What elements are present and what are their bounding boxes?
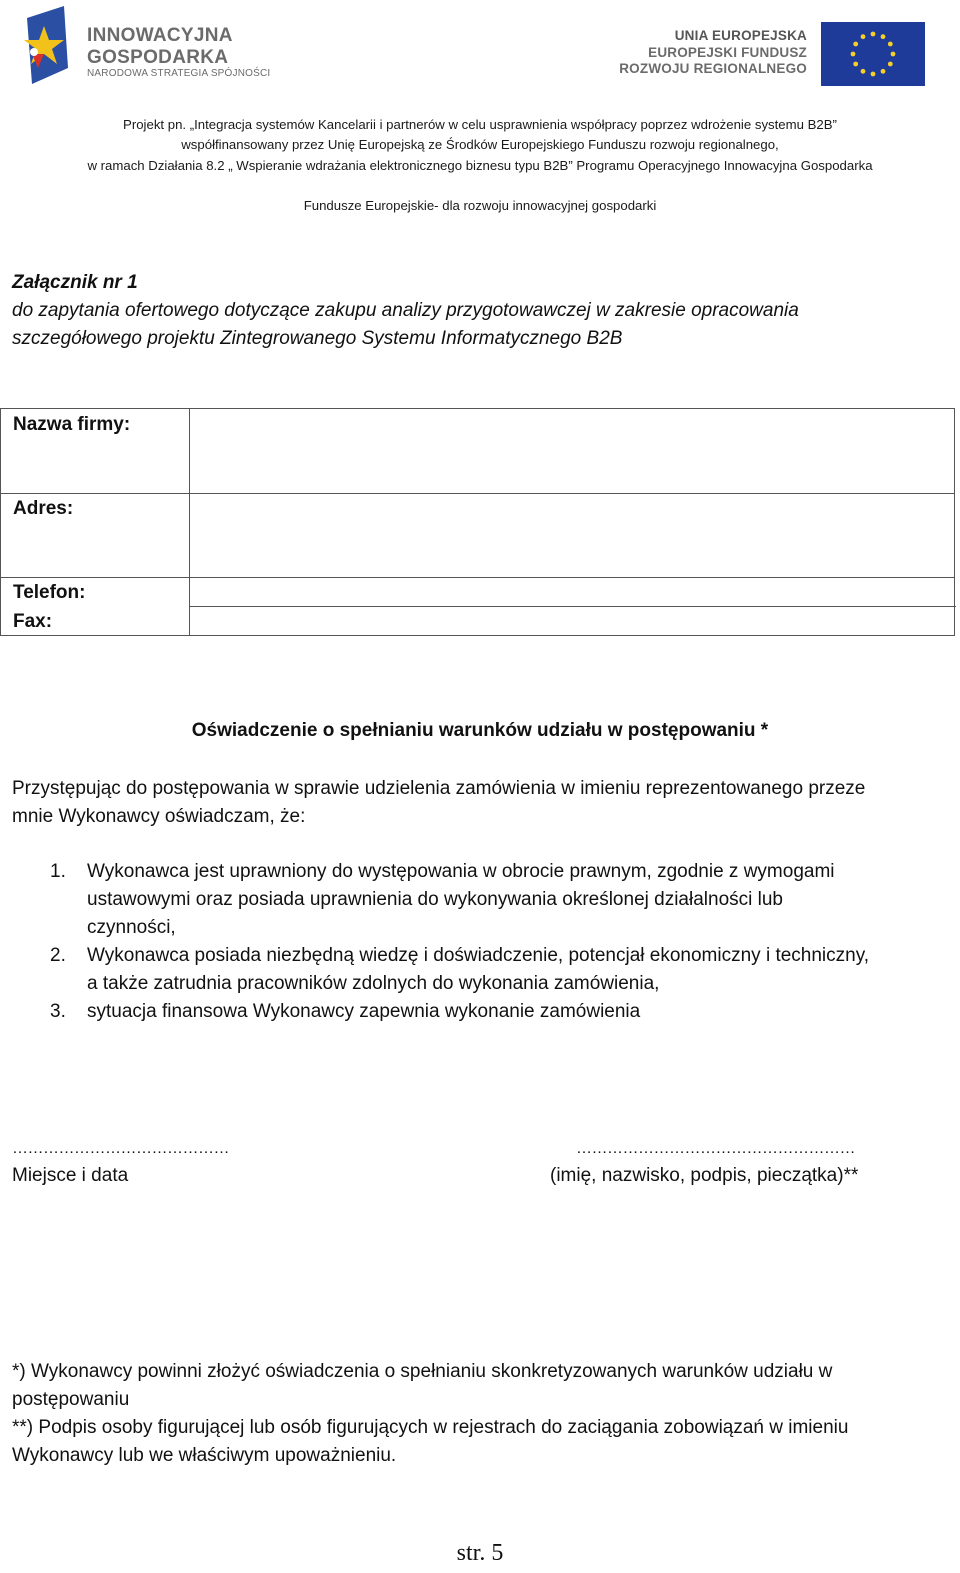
eu-star-icon xyxy=(881,34,886,39)
list-item-line: ustawowymi oraz posiada uprawnienia do wykonywania określonej działalności lub xyxy=(87,889,783,910)
attachment-line-1: do zapytania ofertowego dotyczące zakupu analizy przygotowawczej w zakresie opracowania xyxy=(12,300,799,321)
footnote-2-line-2: Wykonawcy lub we właściwym upoważnieniu. xyxy=(12,1445,397,1466)
attachment-title: Załącznik nr 1 xyxy=(12,272,138,293)
place-date-dots: …………………………………… xyxy=(12,1140,229,1157)
footnote-2-line-1: **) Podpis osoby figurującej lub osób figurujących w rejestrach do zaciągania zobowiązań w imieniu xyxy=(12,1417,849,1438)
eu-star-icon xyxy=(888,62,893,67)
footnote-1-line-1: *) Wykonawcy powinni złożyć oświadczenia o spełnianiu skonkretyzowanych warunków udziału w xyxy=(12,1361,833,1382)
project-line-3: w ramach Działania 8.2 „ Wspieranie wdrażania elektronicznego biznesu typu B2B” Programu Operacyjnego Innowacyjna Gospodarka xyxy=(87,158,873,173)
address-field[interactable] xyxy=(190,494,954,577)
eu-star-icon xyxy=(871,32,876,37)
list-item-line: sytuacja finansowa Wykonawcy zapewnia wykonanie zamówienia xyxy=(87,1001,641,1022)
list-item-number: 1. xyxy=(50,861,66,882)
company-name-field[interactable] xyxy=(190,409,954,493)
project-line-1: Projekt pn. „Integracja systemów Kancelarii i partnerów w celu usprawnienia współpracy poprzez wdrożenie systemu B2B” xyxy=(123,117,837,132)
page-number: str. 5 xyxy=(456,1540,504,1566)
eu-star-icon xyxy=(861,34,866,39)
eu-flag-icon xyxy=(821,22,925,86)
logo-eu-line1: UNIA EUROPEJSKA xyxy=(674,28,807,43)
statement-title: Oświadczenie o spełnianiu warunków udziału w postępowaniu * xyxy=(191,720,769,741)
signature-label: (imię, nazwisko, podpis, pieczątka)** xyxy=(550,1165,859,1186)
list-item-number: 2. xyxy=(50,945,66,966)
list-item-number: 3. xyxy=(50,1001,66,1022)
logo-eu-line3: ROZWOJU REGIONALNEGO xyxy=(619,61,807,76)
phone-label: Telefon: xyxy=(13,582,86,603)
statement-intro-line-2: mnie Wykonawcy oświadczam, że: xyxy=(12,806,306,827)
eu-star-icon xyxy=(851,52,856,57)
logo-eu-line2: EUROPEJSKI FUNDUSZ xyxy=(648,44,807,60)
eu-star-icon xyxy=(871,72,876,77)
eu-star-icon xyxy=(861,69,866,74)
company-form-table xyxy=(0,408,955,636)
innowacyjna-gospodarka-logo xyxy=(22,6,272,86)
company-name-label: Nazwa firmy: xyxy=(13,414,131,435)
footnote-1-line-2: postępowaniu xyxy=(12,1389,130,1410)
list-item-line: a także zatrudnia pracowników zdolnych do wykonania zamówienia, xyxy=(87,973,660,994)
list-item-line: czynności, xyxy=(87,917,176,938)
project-line-4: Fundusze Europejskie- dla rozwoju innowacyjnej gospodarki xyxy=(303,198,657,213)
project-line-2: współfinansowany przez Unię Europejską ze Środków Europejskiego Funduszu rozwoju regionalnego, xyxy=(181,137,779,152)
eu-star-icon xyxy=(853,42,858,47)
fax-field[interactable] xyxy=(190,607,954,635)
address-label: Adres: xyxy=(13,498,74,519)
star-logo-icon xyxy=(22,6,72,86)
logo-ig-line3: NARODOWA STRATEGIA SPÓJNOŚCI xyxy=(87,68,271,79)
place-date-label: Miejsce i data xyxy=(12,1165,129,1186)
fax-label: Fax: xyxy=(13,611,53,632)
eu-star-icon xyxy=(888,42,893,47)
signature-dots: ……………………………………………… xyxy=(576,1140,855,1157)
eu-star-icon xyxy=(881,69,886,74)
list-item-line: Wykonawca posiada niezbędną wiedzę i doświadczenie, potencjał ekonomiczny i techniczny, xyxy=(87,945,870,966)
eu-erdf-logo xyxy=(615,22,925,86)
eu-star-icon xyxy=(853,62,858,67)
logo-ig-line1: INNOWACYJNA xyxy=(87,25,233,46)
attachment-line-2: szczegółowego projektu Zintegrowanego Systemu Informatycznego B2B xyxy=(12,328,623,349)
statement-intro-line-1: Przystępując do postępowania w sprawie udzielenia zamówienia w imieniu reprezentowanego przeze xyxy=(12,778,866,799)
list-item-line: Wykonawca jest uprawniony do występowania w obrocie prawnym, zgodnie z wymogami xyxy=(87,861,835,882)
eu-star-icon xyxy=(891,52,896,57)
phone-field[interactable] xyxy=(190,578,954,606)
logo-ig-line2: GOSPODARKA xyxy=(87,47,229,68)
